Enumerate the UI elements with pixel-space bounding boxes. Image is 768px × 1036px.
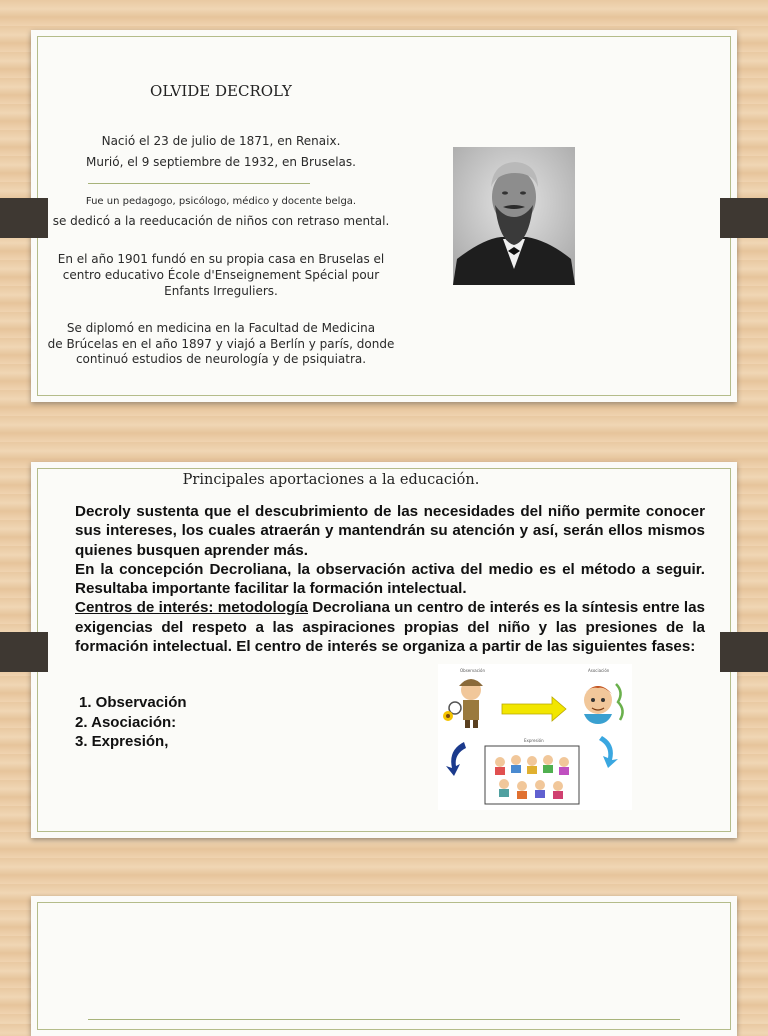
diagram-label-association: Asociación bbox=[588, 668, 610, 673]
paragraph-observation: En la concepción Decroliana, la observación activa del medio es el método a seguir. Resultaba importante facilitar la formación intelectual. bbox=[75, 560, 705, 598]
studies-line-2: de Brúcelas en el año 1897 y viajó a Berlín y parís, donde bbox=[47, 337, 395, 351]
slide-title: OLVIDE DECROLY bbox=[150, 82, 292, 100]
slide-contributions bbox=[31, 462, 737, 838]
death-text: Murió, el 9 septiembre de 1932, en Bruselas. bbox=[86, 155, 356, 169]
phase-item: 3. Expresión, bbox=[75, 733, 169, 750]
portrait-photo bbox=[453, 147, 575, 285]
slide-frame bbox=[37, 902, 731, 1030]
slide-side-tab-right bbox=[720, 632, 768, 672]
founded-line-2: centro educativo École d'Enseignement Spécial pour bbox=[62, 268, 380, 282]
slide-side-tab-left bbox=[0, 198, 48, 238]
phases-list bbox=[75, 693, 187, 752]
founded-line-1: En el año 1901 fundó en su propia casa en Bruselas el bbox=[57, 252, 385, 266]
paragraph-centers bbox=[75, 598, 705, 656]
studies-line-1: Se diplomó en medicina en la Facultad de Medicina bbox=[66, 321, 376, 335]
curved-arrow-right-icon bbox=[599, 736, 618, 768]
phase-item: 2. Asociación: bbox=[75, 713, 177, 731]
divider bbox=[88, 183, 310, 184]
children-group-icon bbox=[485, 746, 579, 804]
profession-text: Fue un pedagogo, psicólogo, médico y docente belga. bbox=[85, 196, 357, 207]
phases-diagram bbox=[438, 664, 632, 810]
phase-item: 1. Observación bbox=[79, 694, 187, 711]
dedication-text: se dedicó a la reeducación de niños con retraso mental. bbox=[52, 214, 390, 228]
thinking-child-icon bbox=[584, 684, 623, 724]
slide-side-tab-right bbox=[720, 198, 768, 238]
centers-heading: Centros de interés: metodología bbox=[75, 599, 308, 617]
body-text bbox=[75, 502, 705, 656]
slide-biography bbox=[31, 30, 737, 402]
founded-line-3: Enfants Irreguliers. bbox=[164, 284, 278, 298]
curved-arrow-left-icon bbox=[446, 742, 466, 776]
divider bbox=[88, 1019, 680, 1020]
diagram-label-observation: Observación bbox=[460, 668, 485, 673]
slide-empty bbox=[31, 896, 737, 1036]
birth-text: Nació el 23 de julio de 1871, en Renaix. bbox=[101, 134, 341, 148]
paragraph-interests: Decroly sustenta que el descubrimiento de las necesidades del niño permite conocer sus intereses, los cuales atraerán y mantendrán su atención y así, serán ellos mismos quienes busquen aprender más. bbox=[75, 503, 705, 559]
explorer-child-icon bbox=[443, 679, 483, 728]
slide-title: Principales aportaciones a la educación. bbox=[182, 472, 480, 488]
diagram-label-expression: Expresión bbox=[524, 738, 544, 743]
arrow-right-icon bbox=[502, 697, 566, 721]
studies-line-3: continuó estudios de neurología y de psiquiatra. bbox=[75, 352, 367, 366]
slide-side-tab-left bbox=[0, 632, 48, 672]
centers-text: Decroliana un centro de interés es la síntesis entre las exigencias del respeto a las aspiraciones propias del niño y las presiones de la formación intelectual. El centro de interés se organiza a partir de las siguientes fases: bbox=[75, 599, 705, 656]
